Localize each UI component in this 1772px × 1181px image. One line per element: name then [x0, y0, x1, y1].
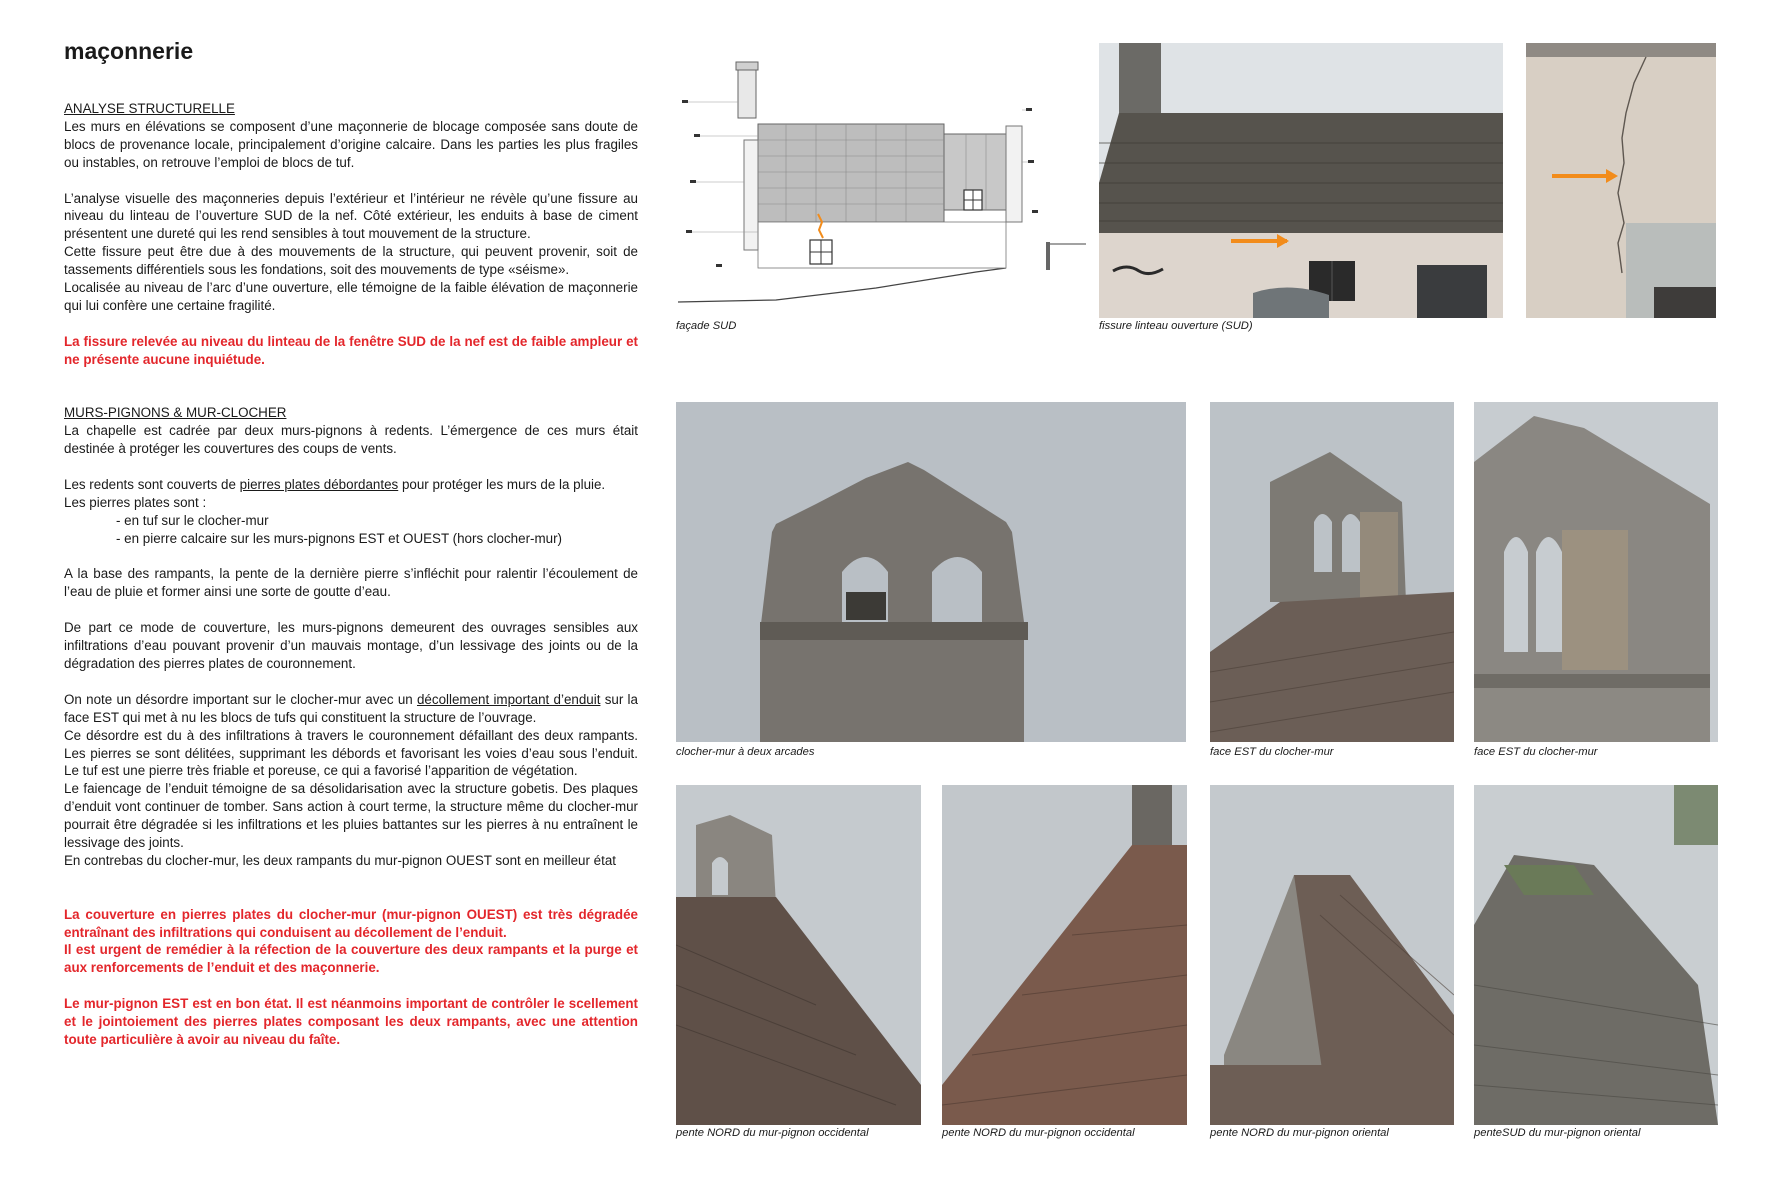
figure-caption: pente NORD du mur-pignon occidental — [942, 1127, 1135, 1139]
paragraph: L’analyse visuelle des maçonneries depuis l’extérieur et l’intérieur ne révèle qu’une fissure au niveau du linteau de l’ouverture SUD de la nef. Côté extérieur, les enduits à base de ciment présentent une dureté qui les rend sensibles à tout mouvement de la structure. — [64, 190, 638, 242]
photo-crack-closeup — [1526, 43, 1716, 318]
page-title: maçonnerie — [64, 38, 194, 64]
photo-face-est-1 — [1210, 402, 1454, 742]
figure-caption: fissure linteau ouverture (SUD) — [1099, 320, 1253, 332]
photo-fissure-linteau — [1099, 43, 1503, 318]
section-heading-murs: MURS-PIGNONS & MUR-CLOCHER — [64, 405, 287, 421]
paragraph: Ce désordre est du à des infiltrations à travers le couronnement défaillant des deux rampants. Les pierres se sont délitées, supprimant les débords et favorisant les voies d’eau sous l’enduit. Le tuf est une pierre très friable et poreuse, ce qui a favorisé l’apparition de végétation. — [64, 727, 638, 779]
paragraph: Le faiencage de l’enduit témoigne de sa désolidarisation avec la structure gobetis. Des plaques d’enduit vont continuer de tomber. Sans action à court terme, la structure même du clocher-mur pourrait être dégradée si les infiltrations et les pluies battantes sur les pierres à nu entraînent le lessivage des joints. — [64, 781, 638, 851]
section-heading-analyse: ANALYSE STRUCTURELLE — [64, 101, 235, 116]
paragraph: En contrebas du clocher-mur, les deux rampants du mur-pignon OUEST sont en meilleur état — [64, 852, 617, 868]
photo-pente-nord-or — [1210, 785, 1454, 1125]
paragraph: Les redents sont couverts de pierres plates débordantes pour protéger les murs de la pluie. — [64, 476, 606, 492]
paragraph: La chapelle est cadrée par deux murs-pignons à redents. L’émergence de ces murs était destinée à protéger les couvertures des coups de vents. — [64, 423, 638, 457]
underlined-term: pierres plates débordantes — [239, 476, 399, 492]
text-column — [64, 100, 638, 1049]
paragraph: Les pierres plates sont : — [64, 494, 207, 510]
list-item: - en pierre calcaire sur les murs-pignons EST et OUEST (hors clocher-mur) — [116, 530, 563, 546]
paragraph: Cette fissure peut être due à des mouvements de la structure, qui peuvent provenir, soit de tassements différentiels sous les fondations, soit des mouvements de type «séisme». — [64, 244, 638, 278]
paragraph: De part ce mode de couverture, les murs-pignons demeurent des ouvrages sensibles aux infiltrations d’eau pouvant provenir d’un mauvais montage, d’un lessivage des joints ou de la dégradation des pierres plates de couronnement. — [64, 620, 638, 671]
figure-caption: façade SUD — [676, 320, 737, 332]
figure-caption: pente NORD du mur-pignon occidental — [676, 1127, 869, 1139]
figure-caption: face EST du clocher-mur — [1474, 746, 1598, 758]
facade-sud-drawing — [676, 50, 1088, 312]
conclusion-text: La fissure relevée au niveau du linteau de la fenêtre SUD de la nef est de faible ampleur et ne présente aucune inquiétude. — [64, 333, 638, 367]
photo-pente-nord-occ-2 — [942, 785, 1187, 1125]
figure-caption: pente NORD du mur-pignon oriental — [1210, 1127, 1389, 1139]
paragraph: Localisée au niveau de l’arc d’une ouverture, elle témoigne de la faible élévation de maçonnerie qui lui confère une certaine fragilité. — [64, 280, 638, 313]
conclusion-text: La couverture en pierres plates du clocher-mur (mur-pignon OUEST) est très dégradée entraînant des infiltrations qui conduisent au décollement de l’enduit. — [64, 906, 638, 940]
underlined-term: décollement important d’enduit — [416, 691, 601, 707]
list-item: - en tuf sur le clocher-mur — [116, 512, 269, 528]
paragraph: On note un désordre important sur le clocher-mur avec un décollement important d’enduit sur la face EST qui met à nu les blocs de tufs qui constituent la structure de l’ouvrage. — [64, 691, 638, 725]
figure-caption: penteSUD du mur-pignon oriental — [1474, 1127, 1641, 1139]
photo-pente-nord-occ-1 — [676, 785, 921, 1125]
conclusion-text: Le mur-pignon EST est en bon état. Il est néanmoins important de contrôler le scellement et le jointoiement des pierres plates composant les deux rampants, avec une attention toute particulière à avoir au niveau du faîte. — [64, 996, 638, 1047]
photo-clocher-arcades — [676, 402, 1186, 742]
photo-pente-sud-or — [1474, 785, 1718, 1125]
photo-face-est-2 — [1474, 402, 1718, 742]
figure-caption: clocher-mur à deux arcades — [676, 746, 815, 758]
paragraph: Les murs en élévations se composent d’une maçonnerie de blocage composée sans doute de blocs de provenance locale, principalement d’origine calcaire. Dans les parties les plus fragiles ou instables, on retrouve l’emploi de blocs de tuf. — [64, 118, 638, 170]
figure-caption: face EST du clocher-mur — [1210, 746, 1334, 758]
conclusion-text: Il est urgent de remédier à la réfection de la couverture des deux rampants et la purge et aux renforcements de l’enduit et des maçonnerie. — [64, 942, 638, 976]
paragraph: A la base des rampants, la pente de la dernière pierre s’infléchit pour ralentir l’écoulement de l’eau de pluie et former ainsi une sorte de goutte d’eau. — [64, 566, 638, 600]
